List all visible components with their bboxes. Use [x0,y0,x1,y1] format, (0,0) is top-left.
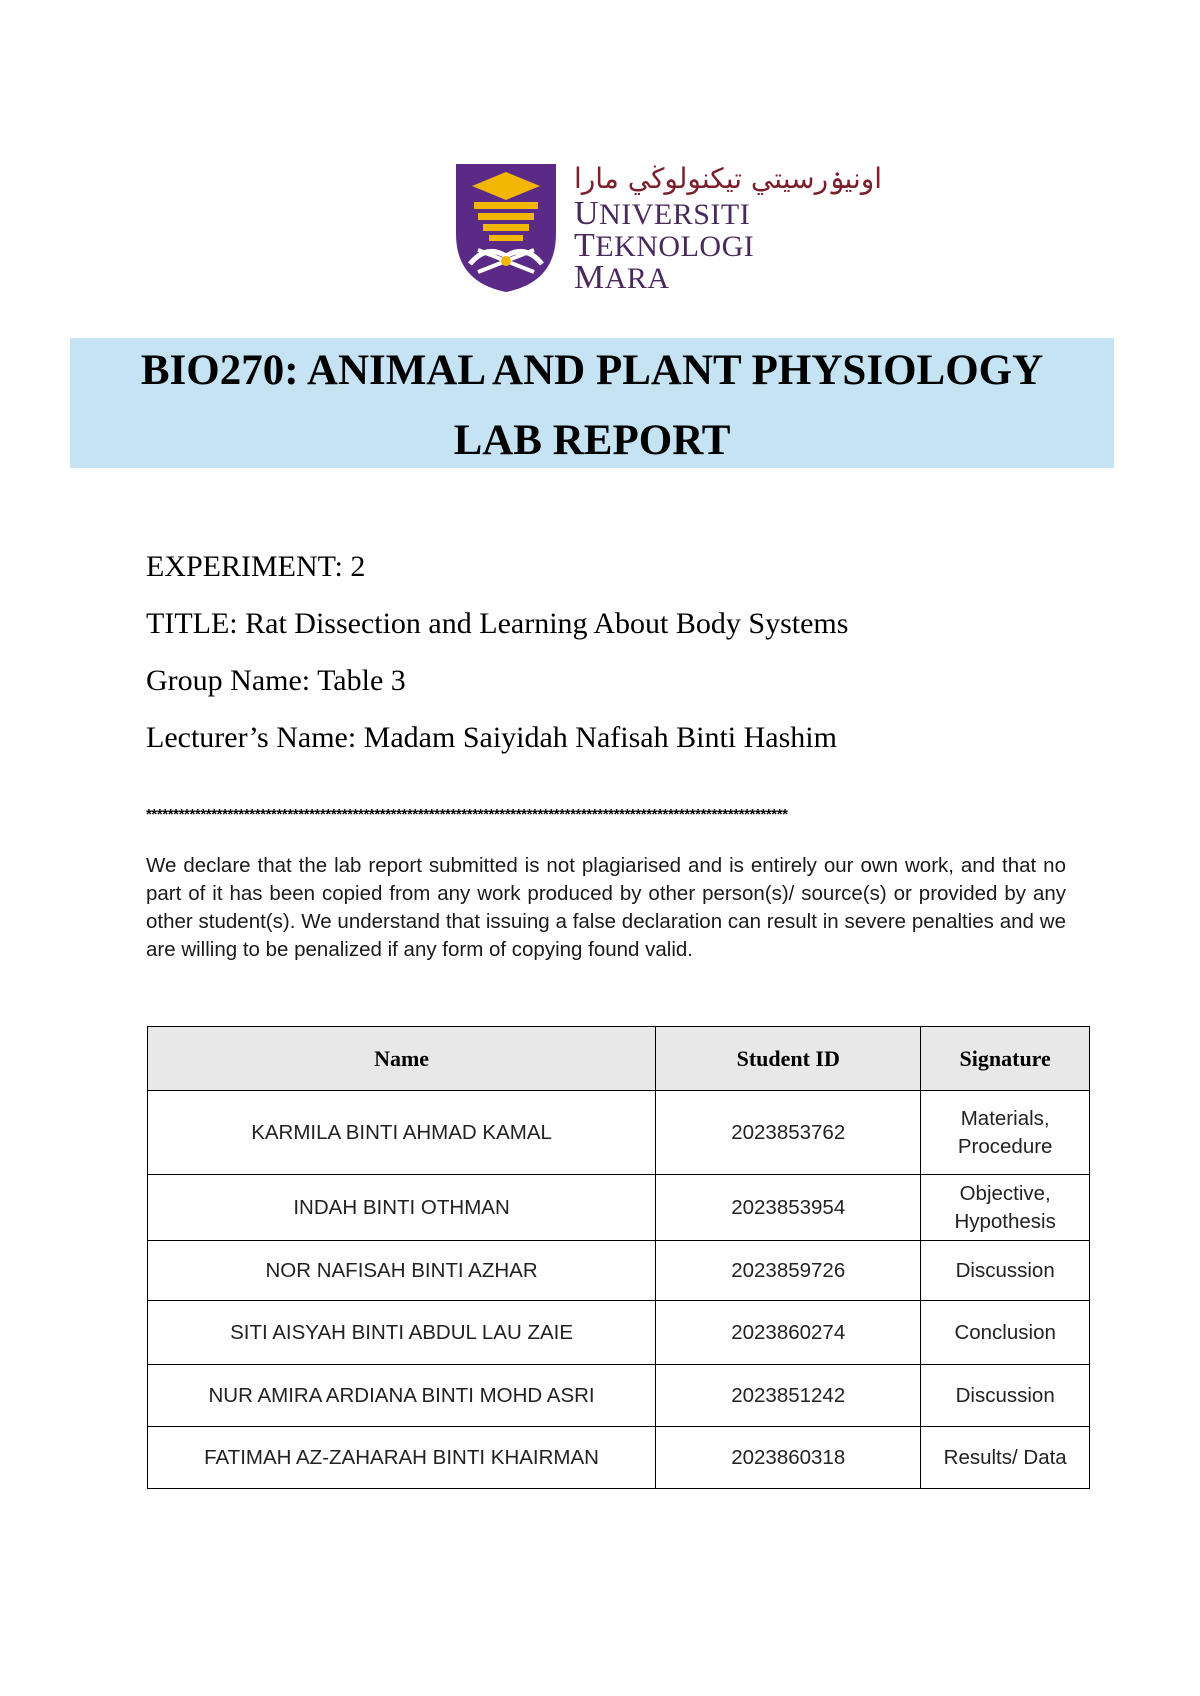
logo-line-3: MARA [574,259,670,296]
table-row [148,1365,1090,1427]
separator-line: ********************************************************************************************************************** [146,806,788,823]
member-signature: Discussion [921,1365,1090,1427]
member-name: INDAH BINTI OTHMAN [148,1175,656,1241]
member-id: 2023853954 [656,1175,921,1241]
member-signature: Conclusion [921,1301,1090,1365]
member-name: NOR NAFISAH BINTI AZHAR [148,1241,656,1301]
member-signature: Materials, Procedure [921,1091,1090,1175]
member-signature: Results/ Data [921,1427,1090,1489]
course-title-banner [70,338,1114,468]
member-name: NUR AMIRA ARDIANA BINTI MOHD ASRI [148,1365,656,1427]
table-row [148,1301,1090,1365]
group-name: Group Name: Table 3 [146,664,406,697]
member-signature: Objective, Hypothesis [921,1175,1090,1241]
declaration-paragraph: We declare that the lab report submitted is not plagiarised and is entirely our own work, and that no part of it has been copied from any work produced by other person(s)/ source(s) or provided by any other student(s). We understand that issuing a false declaration can result in severe penalties and we are willing to be penalized if any form of copying found valid. [146,854,1066,961]
experiment-number: EXPERIMENT: 2 [146,550,366,583]
logo-line-1: UNIVERSITI [574,195,751,232]
header-signature: Signature [921,1027,1090,1091]
member-id: 2023859726 [656,1241,921,1301]
member-id: 2023851242 [656,1365,921,1427]
course-title: BIO270: ANIMAL AND PLANT PHYSIOLOGY [140,347,1044,394]
member-id: 2023860318 [656,1427,921,1489]
member-name: KARMILA BINTI AHMAD KAMAL [148,1091,656,1175]
member-id: 2023853762 [656,1091,921,1175]
lecturer-name: Lecturer’s Name: Madam Saiyidah Nafisah Binti Hashim [146,721,837,754]
report-type: LAB REPORT [453,417,731,464]
table-row [148,1175,1090,1241]
table-row [148,1091,1090,1175]
table-row [148,1427,1090,1489]
logo-university-name [574,195,755,296]
uitm-shield-icon [456,164,556,292]
table-header-row [148,1027,1090,1091]
logo-jawi-text: اونيۏرسيتي تيكنولوڬي مارا [574,162,883,195]
member-name: FATIMAH AZ-ZAHARAH BINTI KHAIRMAN [148,1427,656,1489]
member-signature: Discussion [921,1241,1090,1301]
group-members-table [147,1026,1090,1489]
experiment-info [146,538,848,766]
table-row [148,1241,1090,1301]
header-student-id: Student ID [656,1027,921,1091]
university-logo [456,162,883,296]
member-id: 2023860274 [656,1301,921,1365]
experiment-title: TITLE: Rat Dissection and Learning About Body Systems [146,607,849,640]
logo-line-2: TEKNOLOGI [574,227,755,264]
header-name: Name [148,1027,656,1091]
member-name: SITI AISYAH BINTI ABDUL LAU ZAIE [148,1301,656,1365]
